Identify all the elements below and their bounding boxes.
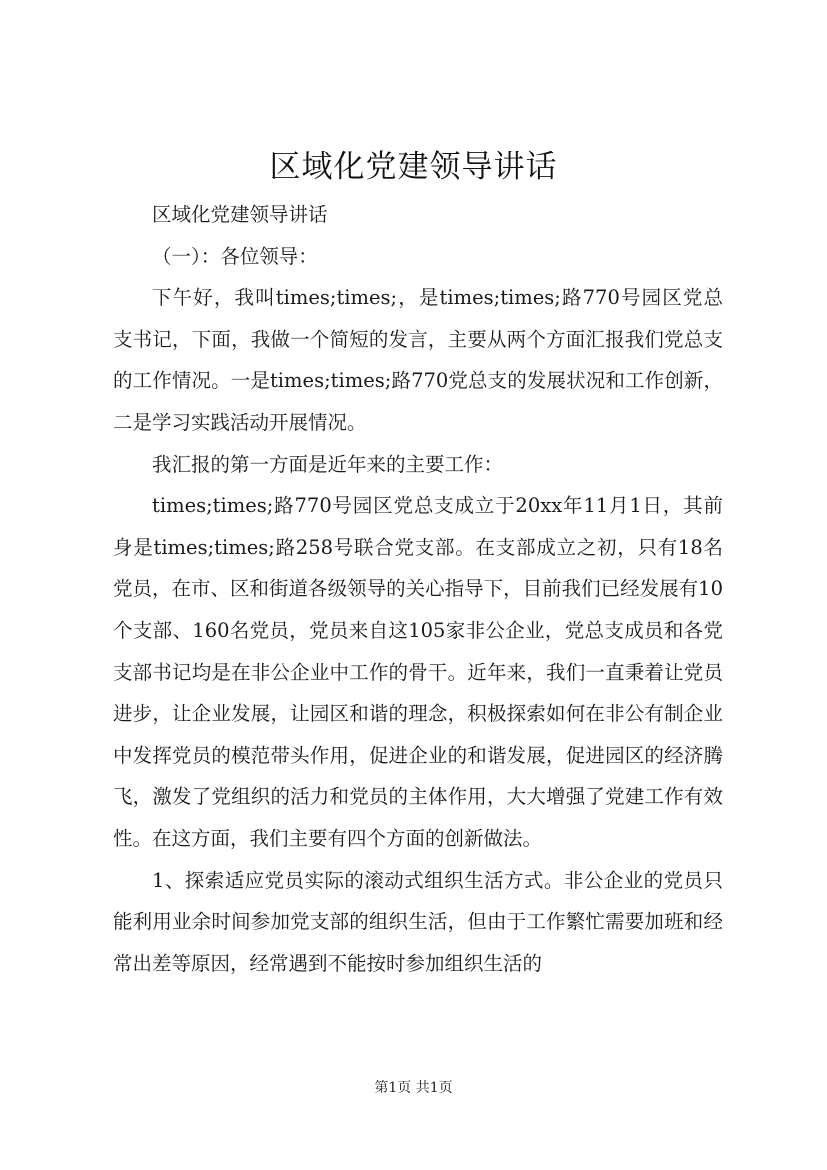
paragraph: 1、探索适应党员实际的滚动式组织生活方式。非公企业的党员只能利用业余时间参加党支部的组织生活，但由于工作繁忙需要加班和经常出差等原因，经常遇到不能按时参加组织生活的 xyxy=(113,868,723,975)
page-number-footer: 第1页 共1页 xyxy=(374,1080,453,1096)
paragraph: （一）：各位领导： xyxy=(152,244,318,268)
paragraph: 下午好，我叫times;times;，是times;times;路770号园区党总支书记，下面，我做一个简短的发言，主要从两个方面汇报我们党总支的工作情况。一是times;times;路770党总支的发展状况和工作创新，二是学习实践活动开展情况。 xyxy=(113,286,723,434)
paragraph: 区域化党建领导讲话 xyxy=(152,203,328,226)
paragraph: 我汇报的第一方面是近年来的主要工作： xyxy=(152,452,504,476)
document-title: 区域化党建领导讲话 xyxy=(269,149,558,185)
document-body xyxy=(113,194,723,984)
paragraph: times;times;路770号园区党总支成立于20xx年11月1日，其前身是times;times;路258号联合党支部。在支部成立之初，只有18名党员，在市、区和街道各级领导的关心指导下，目前我们已经发展有10个支部、160名党员，党员来自这105家非公企业，党总支成员和各党支部书记均是在非公企业中工作的骨干。近年来，我们一直秉着让党员进步，让企业发展，让园区和谐的理念，积极探索如何在非公有制企业中发挥党员的模范带头作用，促进企业的和谐发展，促进园区的经济腾飞，激发了党组织的活力和党员的主体作用，大大增强了党建工作有效性。在这方面，我们主要有四个方面的创新做法。 xyxy=(113,494,723,850)
